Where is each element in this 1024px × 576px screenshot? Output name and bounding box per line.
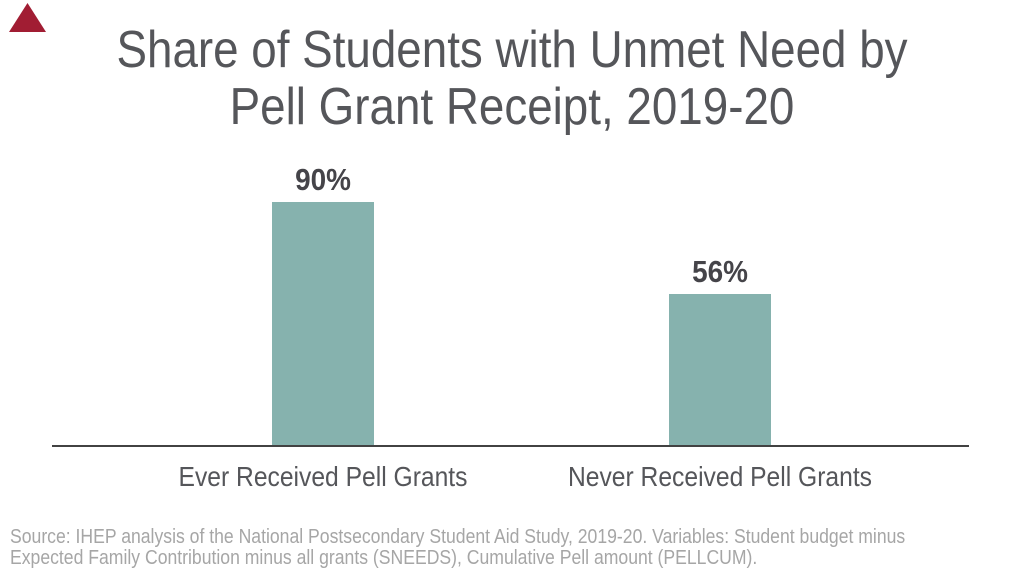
bar-category-label: Ever Received Pell Grants <box>178 461 468 492</box>
x-axis-line <box>52 445 969 447</box>
bar-value-label: 90% <box>295 162 351 197</box>
source-note-line-1: Source: IHEP analysis of the National Postsecondary Student Aid Study, 2019-20. Variables: Student budget minus <box>10 526 906 548</box>
triangle-shape <box>9 3 46 32</box>
bar-group-never-received <box>620 256 820 446</box>
chart-title <box>61 22 962 136</box>
source-note <box>10 527 1013 569</box>
bar-value-label: 56% <box>692 254 748 289</box>
bar <box>272 202 374 446</box>
ihep-logo-triangle-icon <box>9 3 46 32</box>
bar-category-label: Never Received Pell Grants <box>567 461 873 492</box>
bar-group-ever-received <box>223 164 423 446</box>
bar <box>669 294 771 446</box>
source-note-line-2: Expected Family Contribution minus all grants (SNEEDS), Cumulative Pell amount (PELLCUM). <box>10 547 758 569</box>
chart-title-line-1: Share of Students with Unmet Need by <box>116 21 908 79</box>
chart-title-line-2: Pell Grant Receipt, 2019-20 <box>229 78 795 136</box>
